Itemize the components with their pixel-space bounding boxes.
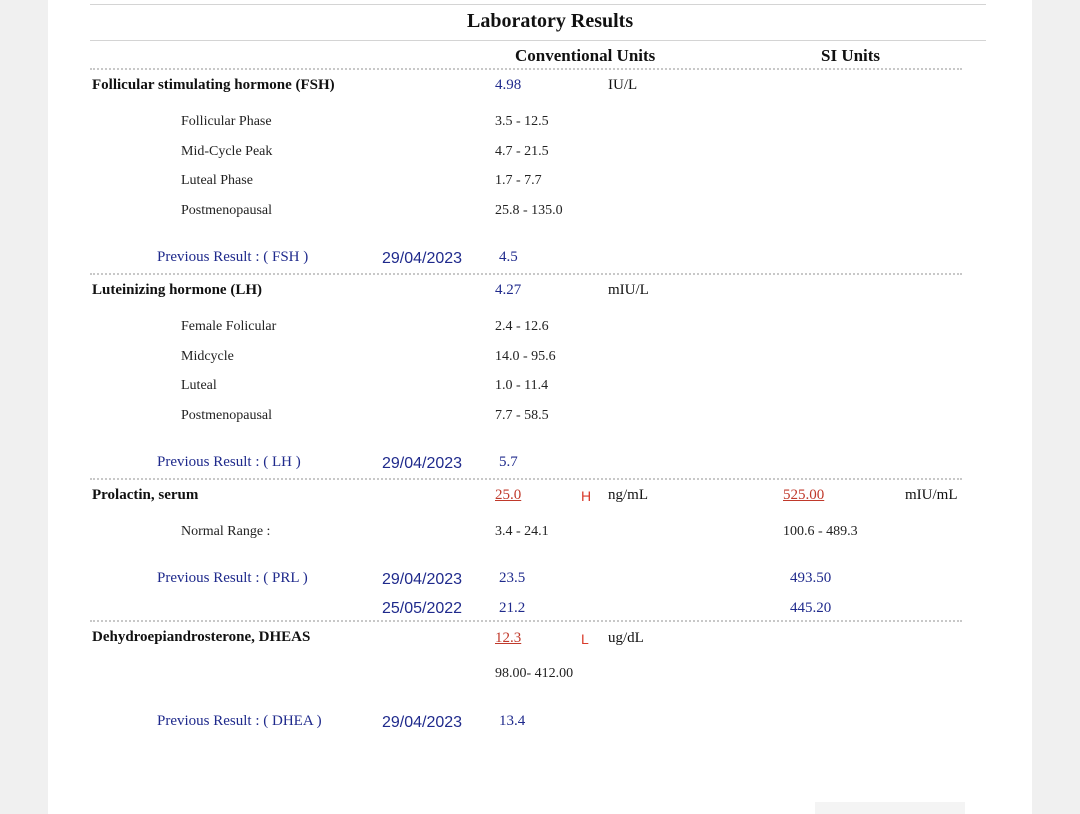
page-title: Laboratory Results	[467, 10, 634, 32]
range-value: 3.5 - 12.5	[495, 114, 549, 129]
high-flag: H	[581, 488, 592, 504]
previous-result-date: 29/04/2023	[382, 455, 463, 472]
previous-result-date: 29/04/2023	[382, 250, 463, 267]
divider	[90, 273, 962, 275]
range-value: 2.4 - 12.6	[495, 319, 549, 334]
divider	[90, 620, 962, 622]
header-conventional-units: Conventional Units	[515, 46, 656, 65]
range-value: 14.0 - 95.6	[495, 349, 556, 364]
previous-result-si-value: 445.20	[790, 600, 832, 616]
range-value: 25.8 - 135.0	[495, 203, 563, 218]
test-name-dheas: Dehydroepiandrosterone, DHEAS	[92, 629, 311, 645]
test-name-fsh: Follicular stimulating hormone (FSH)	[92, 77, 335, 93]
previous-result-label-lh: Previous Result : ( LH )	[157, 454, 301, 470]
fsh-value: 4.98	[495, 77, 522, 93]
si-range-value: 100.6 - 489.3	[783, 524, 858, 539]
footer-fragment	[815, 802, 965, 814]
previous-result-value: 23.5	[499, 570, 526, 586]
range-label: Midcycle	[181, 349, 234, 364]
lh-value: 4.27	[495, 282, 522, 298]
range-value: 1.0 - 11.4	[495, 378, 549, 393]
previous-result-date: 29/04/2023	[382, 714, 463, 731]
range-value: 7.7 - 58.5	[495, 408, 549, 423]
divider	[90, 478, 962, 480]
header-si-units: SI Units	[821, 46, 881, 65]
range-label: Luteal Phase	[181, 173, 253, 188]
prolactin-si-value[interactable]: 525.00	[783, 487, 825, 503]
low-flag: L	[581, 631, 589, 647]
range-label: Female Folicular	[181, 319, 277, 334]
previous-result-label-fsh: Previous Result : ( FSH )	[157, 249, 309, 265]
previous-result-value: 21.2	[499, 600, 526, 616]
range-value: 98.00- 412.00	[495, 666, 574, 681]
top-rule	[90, 4, 986, 5]
normal-range-label: Normal Range :	[181, 524, 271, 539]
previous-result-label-prl: Previous Result : ( PRL )	[157, 570, 308, 586]
range-label: Follicular Phase	[181, 114, 272, 129]
range-label: Postmenopausal	[181, 408, 272, 423]
prolactin-value[interactable]: 25.0	[495, 487, 522, 503]
prolactin-si-unit: mIU/mL	[905, 487, 958, 503]
range-label: Luteal	[181, 378, 217, 393]
fsh-unit: IU/L	[608, 77, 638, 93]
lh-unit: mIU/L	[608, 282, 649, 298]
dheas-unit: ug/dL	[608, 630, 644, 646]
range-label: Mid-Cycle Peak	[181, 144, 273, 159]
range-value: 4.7 - 21.5	[495, 144, 549, 159]
previous-result-date: 25/05/2022	[382, 600, 463, 617]
range-label: Postmenopausal	[181, 203, 272, 218]
range-value: 3.4 - 24.1	[495, 524, 549, 539]
dheas-value[interactable]: 12.3	[495, 630, 522, 646]
test-name-prolactin: Prolactin, serum	[92, 487, 199, 503]
range-value: 1.7 - 7.7	[495, 173, 542, 188]
previous-result-date: 29/04/2023	[382, 571, 463, 588]
divider	[90, 68, 962, 70]
previous-result-value: 4.5	[499, 249, 518, 265]
previous-result-value: 5.7	[499, 454, 518, 470]
title-rule	[90, 40, 986, 41]
prolactin-unit: ng/mL	[608, 487, 648, 503]
previous-result-label-dhea: Previous Result : ( DHEA )	[157, 713, 322, 729]
test-name-lh: Luteinizing hormone (LH)	[92, 282, 263, 298]
previous-result-value: 13.4	[499, 713, 526, 729]
previous-result-si-value: 493.50	[790, 570, 832, 586]
